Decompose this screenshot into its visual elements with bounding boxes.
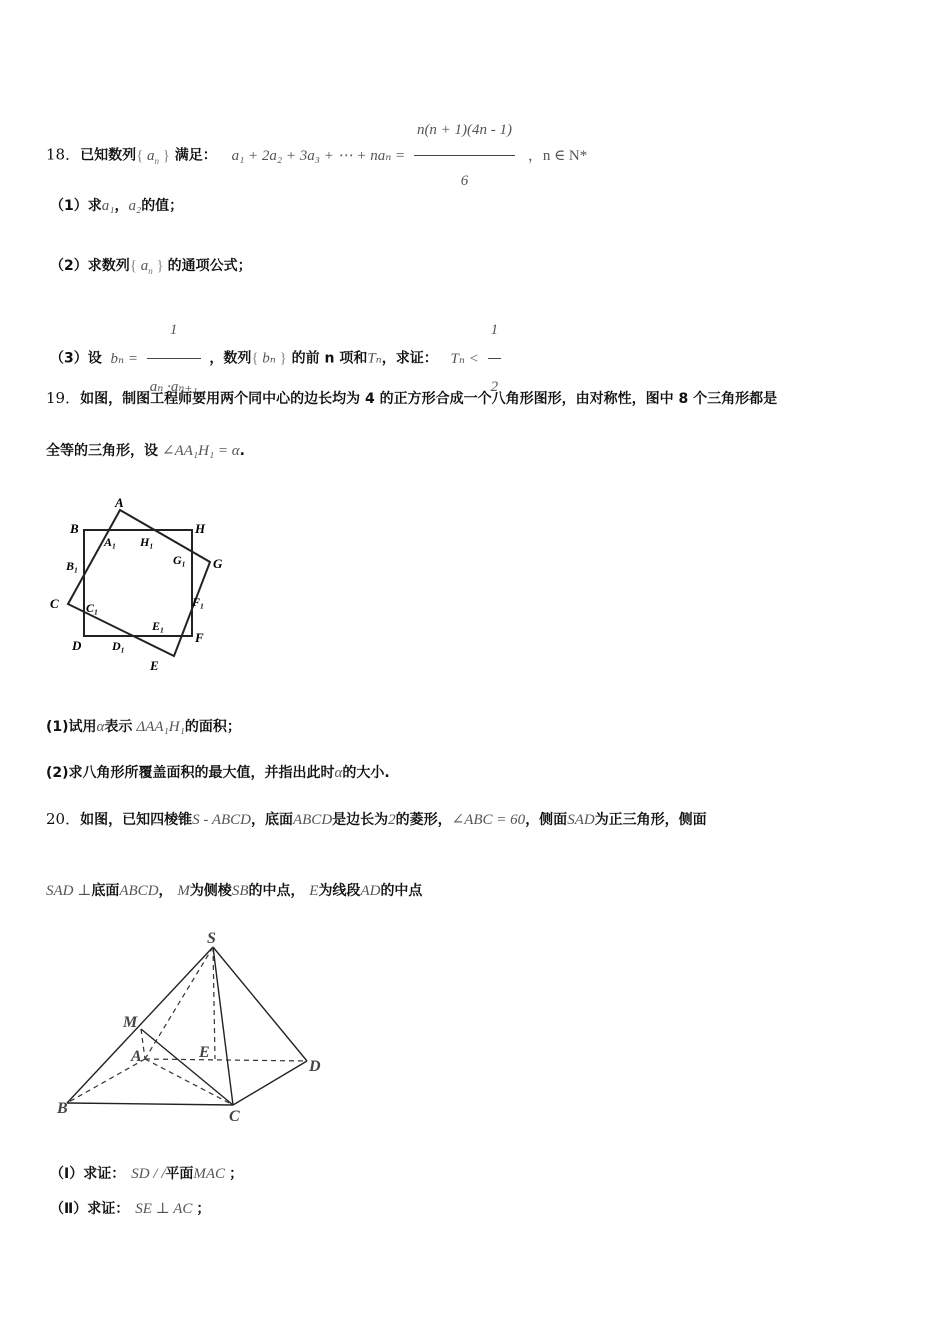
q20-stem-line2: SAD ⊥底面ABCD， M为侧棱SB的中点， E为线段AD的中点 [46, 883, 423, 899]
q18-part2: （2）求数列{ $a_n$ } 的通项公式； [50, 258, 252, 276]
square-rotated [68, 510, 210, 656]
label-A: A [131, 1048, 142, 1065]
label-D: D [72, 638, 82, 653]
q18-part1: （1）求a₁，a₂的值； [50, 198, 184, 214]
edge-SA [145, 947, 213, 1059]
label-C1: C₁ [86, 601, 99, 615]
q20-stem-line1: 20．如图，已知四棱锥S - ABCD，底面ABCD是边长为2的菱形，∠ABC = 60，侧面SAD为正三角形，侧面 [46, 810, 707, 828]
edge-AC [145, 1059, 233, 1105]
label-E: E [199, 1044, 210, 1061]
label-B: B [57, 1100, 68, 1117]
label-B: B [70, 521, 79, 536]
label-F: F [195, 630, 204, 645]
q18-half: $\frac{1}{2}$ [488, 302, 502, 415]
q18-part3: （3）设 bₙ = $\frac{1}{\text{aₙ ·aₙ₊₁}}$ ，数列{ bₙ } 的前 n 项和Tₙ，求证： Tₙ < $\frac{1}{2}$ [50, 302, 505, 358]
label-D1: D₁ [112, 639, 125, 653]
edge-SC [213, 947, 233, 1105]
q20-part2: （Ⅱ）求证： SE ⊥ AC ； [50, 1201, 211, 1217]
label-B1: B₁ [66, 559, 79, 573]
edge-CD [233, 1061, 307, 1105]
label-E1: E₁ [152, 619, 165, 633]
label-M: M [123, 1014, 138, 1031]
q19-stem-line2: 全等的三角形，设 ∠AA₁H₁ = α. [46, 443, 245, 459]
seq-a-n: { $a_n$ } [136, 147, 170, 166]
label-G: G [213, 556, 223, 571]
edge-SD [213, 947, 307, 1061]
label-A: A [115, 495, 124, 510]
label-G1: G₁ [173, 553, 186, 567]
label-F1: F₁ [192, 595, 205, 609]
q18-condition: ，n ∈ N* [527, 147, 588, 164]
q19-part2: (2)求八角形所覆盖面积的最大值，并指出此时α的大小. [46, 765, 390, 781]
edge-MC [141, 1029, 233, 1105]
label-S: S [207, 930, 216, 947]
edge-AB [67, 1059, 145, 1103]
q18-b-fraction: $\frac{1}{\text{aₙ ·aₙ₊₁}}$ [147, 302, 201, 415]
q19-part1: (1)试用α表示 ΔAA₁H₁的面积； [46, 719, 241, 735]
octagon-figure [40, 490, 240, 675]
pyramid-figure [55, 925, 335, 1125]
label-D: D [309, 1058, 321, 1075]
edge-SB [67, 947, 213, 1103]
q18-stem: 18．已知数列{ $a_n$ } 满足： a₁ + 2a₂ + 3a₃ + ⋯ + naₙ = $\frac{n(n + 1)(4n - 1)}{6}$ ，n ∈ N* [46, 105, 587, 155]
edge-BC [67, 1103, 233, 1105]
label-C: C [50, 596, 59, 611]
edge-AD [145, 1059, 307, 1061]
q19-stem-line1: 19．如图，制图工程师要用两个同中心的边长均为 4 的正方形合成一个八角形图形，由对称性，图中 8 个三角形都是 [46, 389, 778, 407]
label-A1: A₁ [104, 535, 117, 549]
q20-part1: （Ⅰ）求证： SD / /平面MAC ； [50, 1166, 244, 1182]
q18-fraction: $\frac{n(n + 1)(4n - 1)}{6}$ [414, 105, 515, 206]
label-H: H [195, 521, 206, 536]
q18-lhs: a₁ + 2a₂ + 3a₃ + ⋯ + naₙ = [231, 147, 406, 164]
label-H1: H₁ [140, 535, 154, 549]
label-C: C [229, 1108, 240, 1125]
label-E: E [150, 658, 159, 673]
